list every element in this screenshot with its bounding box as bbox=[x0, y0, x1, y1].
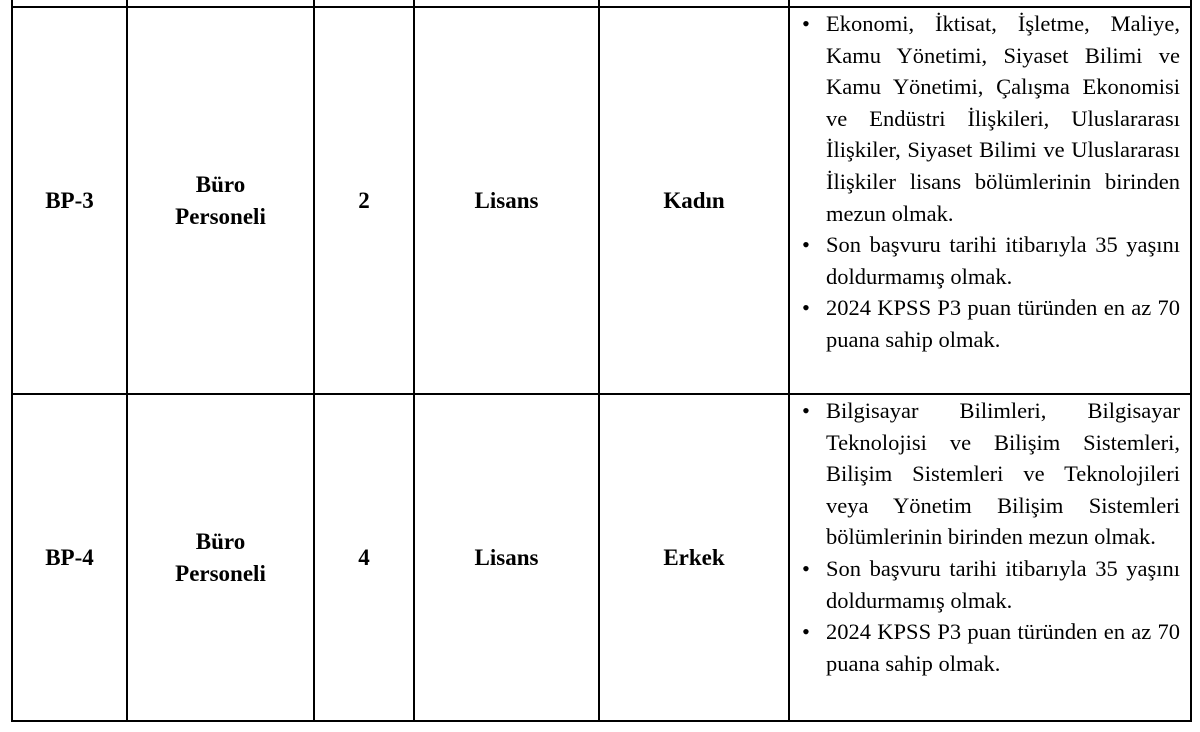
requirement-item: • 2024 KPSS P3 puan türünden en az 70 puana sahip olmak. bbox=[802, 616, 1180, 679]
position-title bbox=[127, 394, 314, 721]
gender: Kadın bbox=[599, 7, 789, 394]
requirements-cell bbox=[789, 7, 1191, 394]
requirements-list bbox=[802, 395, 1180, 679]
bullet-icon: • bbox=[802, 619, 810, 645]
position-title-line2: Personeli bbox=[175, 203, 266, 229]
table-row bbox=[12, 7, 1191, 394]
education-level: Lisans bbox=[414, 394, 599, 721]
requirement-item: • 2024 KPSS P3 puan türünden en az 70 puana sahip olmak. bbox=[802, 292, 1180, 355]
requirements-cell bbox=[789, 394, 1191, 721]
bullet-icon: • bbox=[802, 11, 810, 36]
position-count: 4 bbox=[314, 394, 414, 721]
position-title bbox=[127, 7, 314, 394]
position-title-line2: Personeli bbox=[175, 560, 266, 586]
position-code: BP-4 bbox=[12, 394, 127, 721]
bullet-icon: • bbox=[802, 232, 810, 258]
requirements-list bbox=[802, 8, 1180, 356]
position-count: 2 bbox=[314, 7, 414, 394]
requirement-item: • Bilgisayar Bilimleri, Bilgisayar Teknolojisi ve Bilişim Sistemleri, Bilişim Sistemleri ve Teknolojileri veya Yönetim Bilişim Sistemleri bölümlerinin birinden mezun olmak. bbox=[802, 395, 1180, 553]
bullet-icon: • bbox=[802, 555, 810, 581]
education-level: Lisans bbox=[414, 7, 599, 394]
position-title-line1: Büro bbox=[195, 528, 246, 554]
positions-table bbox=[11, 0, 1192, 722]
bullet-icon: • bbox=[802, 398, 810, 423]
requirement-item: • Son başvuru tarihi itibarıyla 35 yaşını doldurmamış olmak. bbox=[802, 229, 1180, 292]
position-code: BP-3 bbox=[12, 7, 127, 394]
bullet-icon: • bbox=[802, 295, 810, 321]
position-title-line1: Büro bbox=[195, 171, 246, 197]
requirement-item: • Son başvuru tarihi itibarıyla 35 yaşını doldurmamış olmak. bbox=[802, 553, 1180, 616]
requirement-item: • Ekonomi, İktisat, İşletme, Maliye, Kamu Yönetimi, Siyaset Bilimi ve Kamu Yönetimi, Çalışma Ekonomisi ve Endüstri İlişkileri, Uluslararası İlişkiler, Siyaset Bilimi ve Uluslararası İlişkiler lisans bölümlerinin birinden mezun olmak. bbox=[802, 8, 1180, 229]
table-row-stub bbox=[12, 0, 1191, 7]
gender: Erkek bbox=[599, 394, 789, 721]
table-row bbox=[12, 394, 1191, 721]
